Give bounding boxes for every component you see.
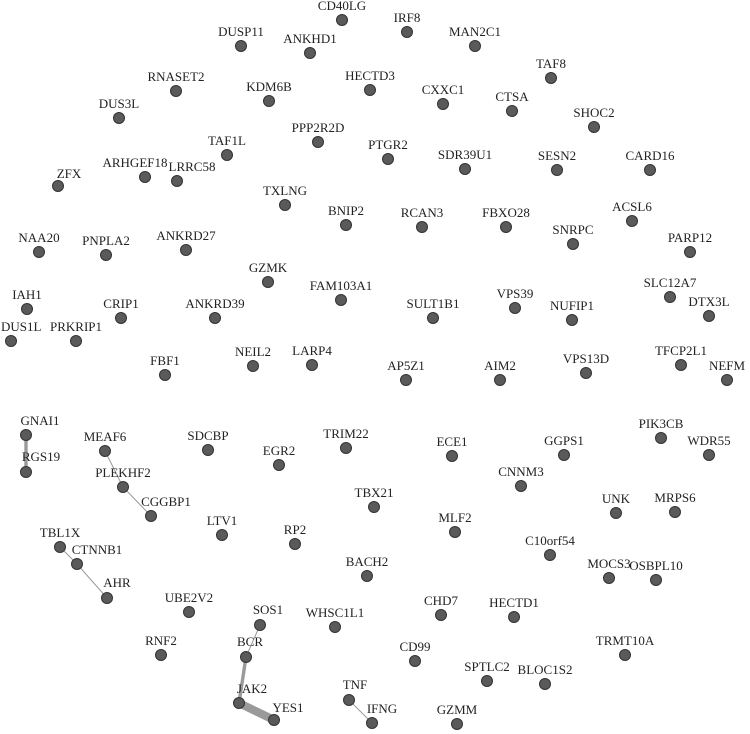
node-pik3cb [639,416,684,444]
node-fam103a1 [310,278,373,306]
node-dot [236,41,247,52]
node-ahr [102,575,132,604]
node-nufip1 [550,298,594,326]
node-dot [362,571,373,582]
node-iah1 [12,287,42,315]
node-rgs19 [21,449,61,478]
node-label: BACH2 [345,554,389,569]
node-dot [620,650,631,661]
node-ppp2r2d [292,120,345,148]
node-ctnnb1 [72,542,123,570]
node-ptgr2 [368,137,408,165]
node-label: ECE1 [436,434,468,449]
node-sesn2 [538,148,576,176]
node-gnai1 [21,413,60,441]
node-dot [568,239,579,250]
node-sult1b1 [407,296,460,324]
node-cd99 [399,639,430,667]
node-dot [116,313,127,324]
node-label: SHOC2 [573,105,615,120]
node-dot [722,375,733,386]
node-label: RNF2 [145,633,177,648]
node-label: PLEKHF2 [95,465,151,480]
node-fbf1 [150,353,180,381]
node-dot [203,445,214,456]
node-rnaset2 [147,69,204,97]
node-dot [367,718,378,729]
node-label: TRIM22 [323,426,369,441]
node-label: SDR39U1 [437,147,493,162]
node-nefm [709,358,746,386]
node-lrrc58 [169,159,216,187]
node-label: C10orf54 [525,533,575,548]
node-dot [71,336,82,347]
node-dot [264,96,275,107]
node-rp2 [284,522,306,550]
node-label: KDM6B [246,79,292,94]
node-label: FAM103A1 [309,278,373,293]
node-hectd1 [489,595,539,623]
node-dot [369,502,380,513]
node-prkrip1 [50,319,102,347]
node-dot [545,550,556,561]
node-dot [604,573,615,584]
node-dot [210,313,221,324]
node-label: LARP4 [292,343,332,358]
node-dot [559,450,570,461]
node-dot [114,113,125,124]
node-label: CD40LG [317,0,367,13]
node-dot [263,277,274,288]
node-label: DUS3L [98,96,140,111]
node-label: PNPLA2 [82,233,130,248]
node-dot [470,41,481,52]
node-cd40lg [318,0,366,26]
node-dot [567,315,578,326]
node-label: CTSA [495,89,529,104]
node-label: TXLNG [262,183,308,198]
node-dot [438,99,449,110]
node-dot [665,292,676,303]
node-gzmk [249,260,288,288]
node-dot [495,375,506,386]
node-aim2 [484,358,516,386]
node-txlng [263,183,307,211]
node-ece1 [436,434,467,462]
node-label: LRRC58 [168,159,216,174]
node-label: RGS19 [21,449,61,464]
node-dot [670,507,681,518]
node-ltv1 [207,513,238,541]
node-label: EGR2 [262,443,296,458]
node-acsl6 [612,199,652,227]
node-ankrd39 [185,296,244,324]
node-label: SLC12A7 [643,275,697,290]
node-trim22 [323,426,369,454]
node-yes1 [269,700,304,726]
node-cggbp1 [141,494,191,522]
node-dot [307,360,318,371]
node-label: CTNNB1 [71,542,123,557]
node-dot [611,508,622,519]
node-ctsa [495,89,529,117]
edges-layer [26,435,372,723]
node-label: PIK3CB [638,416,684,431]
node-dot [589,122,600,133]
nodes-layer [1,0,745,730]
node-hectd3 [345,68,395,96]
node-label: UNK [601,491,631,506]
node-dot [118,482,129,493]
node-sdr39u1 [438,147,492,175]
node-dot [509,612,520,623]
node-dot [656,433,667,444]
node-ankhd1 [283,31,336,59]
node-label: WDR55 [687,433,731,448]
node-label: AHR [103,575,131,590]
node-label: VPS13D [562,351,610,366]
node-label: CNNM3 [498,464,544,479]
node-label: CD99 [399,639,431,654]
node-dtx3l [688,294,729,322]
node-dot [452,719,463,730]
node-ifng [367,701,398,729]
node-label: TBL1X [39,525,81,540]
node-label: GNAI1 [20,413,60,428]
node-dot [100,446,111,457]
node-label: WHSC1L1 [305,605,365,620]
node-egr2 [263,443,296,471]
node-dot [290,539,301,550]
node-parp12 [668,230,712,258]
node-dot [241,652,252,663]
node-label: ARHGEF18 [102,155,168,170]
node-dot [704,450,715,461]
node-label: HECTD3 [345,68,395,83]
node-sos1 [253,602,283,631]
node-label: NUFIP1 [549,298,595,313]
node-dot [181,245,192,256]
node-dot [704,311,715,322]
node-mlf2 [438,510,471,538]
node-dot [234,698,245,709]
node-larp4 [292,343,332,371]
node-label: ZFX [56,166,82,181]
node-dot [341,220,352,231]
node-dot [72,559,83,570]
node-arhgef18 [102,155,167,183]
node-fbxo28 [482,205,530,233]
node-dot [482,676,493,687]
node-label: MLF2 [438,510,472,525]
node-label: ACSL6 [612,199,652,214]
node-label: SULT1B1 [406,296,460,311]
node-dot [428,313,439,324]
node-dus3l [99,96,140,124]
node-mocs3 [587,556,630,584]
node-label: RCAN3 [400,205,444,220]
node-dot [53,181,64,192]
node-label: IRF8 [393,10,421,25]
node-rnf2 [145,633,177,661]
node-meaf6 [84,429,127,457]
node-dot [102,593,113,604]
node-dot [171,86,182,97]
node-dot [34,247,45,258]
node-label: DUSP11 [218,24,264,39]
node-dot [401,375,412,386]
node-bnip2 [328,203,364,231]
node-dot [160,370,171,381]
node-dot [255,620,266,631]
node-label: FBF1 [150,353,180,368]
edge-bcr-jak2 [239,657,246,703]
node-label: FBXO28 [482,205,530,220]
node-label: IFNG [366,701,398,716]
node-taf8 [536,56,566,84]
node-label: CGGBP1 [141,494,191,509]
node-label: SPTLC2 [464,659,510,674]
node-tnf [343,677,368,706]
node-dot [383,154,394,165]
node-dot [501,222,512,233]
node-label: TNF [342,677,368,692]
node-dot [460,164,471,175]
node-dot [6,336,17,347]
node-dot [516,481,527,492]
node-dot [685,247,696,258]
node-label: JAK2 [236,681,268,696]
node-label: PARP12 [667,230,713,245]
node-label: ANKRD27 [156,228,216,243]
node-dot [156,650,167,661]
node-label: BCR [236,634,264,649]
node-tbx21 [355,485,394,513]
node-label: SESN2 [537,148,577,163]
node-label: TBX21 [354,485,394,500]
node-dot [676,360,687,371]
node-label: MAN2C1 [448,24,502,39]
node-trmt10a [596,633,655,661]
node-label: NAA20 [18,230,60,245]
node-dot [21,430,32,441]
node-shoc2 [573,105,614,133]
node-gzmm [437,702,478,730]
node-dot [305,48,316,59]
node-irf8 [394,10,421,38]
node-dot [22,304,33,315]
node-dot [546,73,557,84]
node-dot [313,137,324,148]
node-ap5z1 [387,358,425,386]
node-label: AIM2 [484,358,516,373]
node-label: UBE2V2 [164,590,214,605]
node-label: CARD16 [625,148,675,163]
node-dot [365,85,376,96]
node-label: DUS1L [1,319,42,334]
node-chd7 [424,593,458,621]
node-kdm6b [246,79,292,107]
node-dot [269,715,280,726]
node-naa20 [18,230,59,258]
node-label: RP2 [283,522,307,537]
node-taf1l [208,133,246,161]
node-dot [184,607,195,618]
node-dot [336,295,347,306]
node-cnnm3 [498,464,544,492]
node-sptlc2 [464,659,510,687]
node-dot [330,622,341,633]
node-dot [274,460,285,471]
node-dot [21,467,32,478]
node-label: NEFM [708,358,746,373]
node-label: LTV1 [206,513,238,528]
node-label: ANKRD39 [185,296,245,311]
node-dot [222,150,233,161]
node-label: MOCS3 [587,556,631,571]
node-label: GZMK [248,260,288,275]
node-dot [402,27,413,38]
node-wdr55 [687,433,730,461]
node-label: SOS1 [252,602,284,617]
node-label: BLOC1S2 [517,662,573,677]
node-dot [645,165,656,176]
node-dot [552,165,563,176]
node-label: MRPS6 [654,490,696,505]
node-dot [627,216,638,227]
node-plekhf2 [95,465,151,493]
node-label: NEIL2 [234,344,272,359]
node-label: PRKRIP1 [49,319,103,334]
node-dot [172,176,183,187]
node-ankrd27 [156,228,216,256]
node-card16 [625,148,675,176]
node-tfcp2l1 [655,343,707,371]
node-label: BNIP2 [327,203,365,218]
node-label: TRMT10A [595,633,655,648]
node-ggps1 [544,433,584,461]
node-label: TFCP2L1 [654,343,708,358]
node-label: OSBPL10 [629,558,683,573]
node-vps39 [497,286,534,314]
node-pnpla2 [82,233,130,261]
node-label: ANKHD1 [283,31,337,46]
node-dot [410,656,421,667]
node-label: VPS39 [496,286,534,301]
node-dot [55,542,66,553]
node-dot [450,527,461,538]
node-dot [510,303,521,314]
node-dot [140,172,151,183]
node-osbpl10 [629,558,682,586]
node-c10orf54 [525,533,575,561]
node-label: TAF8 [535,56,567,71]
node-label: MEAF6 [83,429,127,444]
node-whsc1l1 [306,605,365,633]
node-cxxc1 [422,82,465,110]
node-dot [540,679,551,690]
node-ube2v2 [165,590,213,618]
node-dot [101,250,112,261]
node-label: DTX3L [688,294,730,309]
node-label: SDCBP [187,428,229,443]
node-label: PTGR2 [368,137,408,152]
node-unk [602,491,631,519]
node-label: CRIP1 [103,296,139,311]
node-label: SNRPC [552,222,594,237]
node-dot [581,368,592,379]
node-dot [280,200,291,211]
node-label: CHD7 [424,593,458,608]
node-dot [417,222,428,233]
node-bloc1s2 [518,662,573,690]
node-dot [248,361,259,372]
node-bach2 [346,554,389,582]
node-dusp11 [218,24,264,52]
node-label: AP5Z1 [387,358,425,373]
node-label: YES1 [272,700,304,715]
node-zfx [53,166,82,192]
node-dot [341,443,352,454]
node-dot [447,451,458,462]
node-label: TAF1L [208,133,246,148]
node-crip1 [103,296,138,324]
node-man2c1 [449,24,501,52]
node-dot [344,695,355,706]
node-neil2 [235,344,271,372]
node-dot [337,15,348,26]
node-dot [146,511,157,522]
node-mrps6 [654,490,696,518]
node-label: IAH1 [12,287,42,302]
node-dot [436,610,447,621]
node-label: CXXC1 [421,82,465,97]
node-label: RNASET2 [147,69,205,84]
node-snrpc [552,222,593,250]
node-dot [507,106,518,117]
node-bcr [237,634,263,663]
node-dot [217,530,228,541]
node-rcan3 [401,205,444,233]
node-sdcbp [187,428,228,456]
node-label: GZMM [436,702,478,717]
node-vps13d [563,351,609,379]
node-label: PPP2R2D [291,120,345,135]
node-label: HECTD1 [489,595,539,610]
node-label: GGPS1 [544,433,584,448]
node-dot [651,575,662,586]
node-dus1l [1,319,42,347]
